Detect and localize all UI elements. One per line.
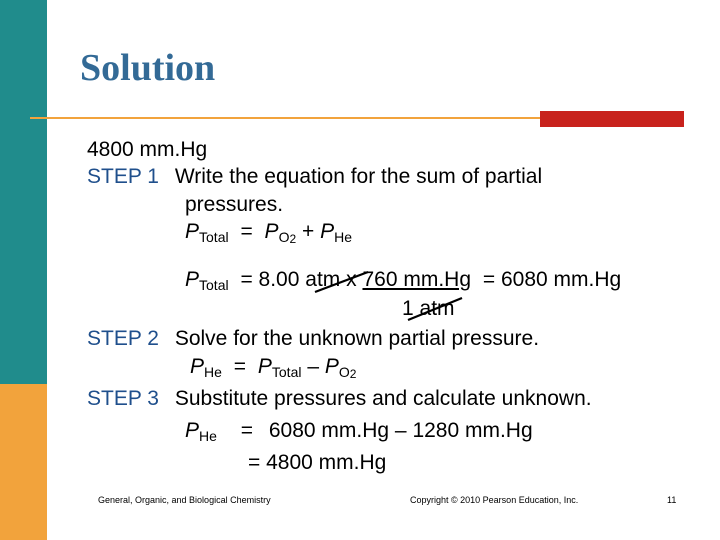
equation-substitute-values xyxy=(185,419,533,444)
equation-symbol: P xyxy=(320,220,335,243)
footer-copyright: Copyright © 2010 Pearson Education, Inc. xyxy=(410,495,579,505)
equation-subscript: 2 xyxy=(289,232,297,246)
equation-symbol: P xyxy=(264,220,279,243)
equation-term: = 8.00 xyxy=(240,268,300,291)
equation-subscript: Total xyxy=(199,229,229,245)
equation-symbol: P xyxy=(324,355,339,378)
equation-operator: = xyxy=(233,355,247,378)
equation-operator: + xyxy=(301,220,315,243)
conversion-factor-denominator: 1 atm xyxy=(402,297,455,320)
equation-operator: = xyxy=(240,220,253,243)
cancelled-unit-atm: atm xyxy=(305,268,341,291)
equation-operator: – xyxy=(307,355,319,378)
slide-number: 11 xyxy=(667,495,677,505)
strike-mark xyxy=(408,298,462,320)
equation-symbol: P xyxy=(185,419,200,442)
step-1-text: Write the equation for the sum of partial xyxy=(174,165,543,188)
step-1-continuation: pressures. xyxy=(185,193,284,216)
footer-course-title: General, Organic, and Biological Chemistry xyxy=(98,495,271,505)
final-answer: = 4800 mm.Hg xyxy=(248,451,387,474)
step-2-line xyxy=(87,327,539,351)
given-value: 4800 mm.Hg xyxy=(87,138,208,161)
step-3-text: Substitute pressures and calculate unknown. xyxy=(174,387,592,410)
equation-subscript: Total xyxy=(199,277,229,293)
equation-subscript: He xyxy=(199,428,217,444)
equation-result: = 6080 mm.Hg xyxy=(482,268,622,291)
step-2-text: Solve for the unknown partial pressure. xyxy=(174,327,540,350)
equation-helium-pressure xyxy=(190,355,356,381)
equation-symbol: P xyxy=(185,268,200,291)
strike-mark xyxy=(315,272,368,292)
equation-subscript: O xyxy=(278,229,290,245)
equation-term: 6080 mm.Hg – 1280 mm.Hg xyxy=(268,419,533,442)
equation-subscript: Total xyxy=(271,364,302,380)
equation-subscript: He xyxy=(204,364,222,380)
equation-symbol: P xyxy=(185,220,200,243)
step-2-label: STEP 2 xyxy=(87,327,159,350)
equation-symbol: P xyxy=(257,355,272,378)
step-1-label: STEP 1 xyxy=(87,165,159,188)
equation-subscript: He xyxy=(334,229,353,245)
equation-operator: x xyxy=(346,268,357,291)
conversion-factor-numerator: 760 mm.Hg xyxy=(362,268,472,291)
equation-subscript: O xyxy=(338,364,350,380)
equation-subscript: 2 xyxy=(349,367,357,381)
equation-symbol: P xyxy=(190,355,205,378)
slide-title: Solution xyxy=(80,47,216,89)
equation-operator: = xyxy=(240,419,254,442)
step-3-label: STEP 3 xyxy=(87,387,159,410)
step-3-line xyxy=(87,387,592,411)
